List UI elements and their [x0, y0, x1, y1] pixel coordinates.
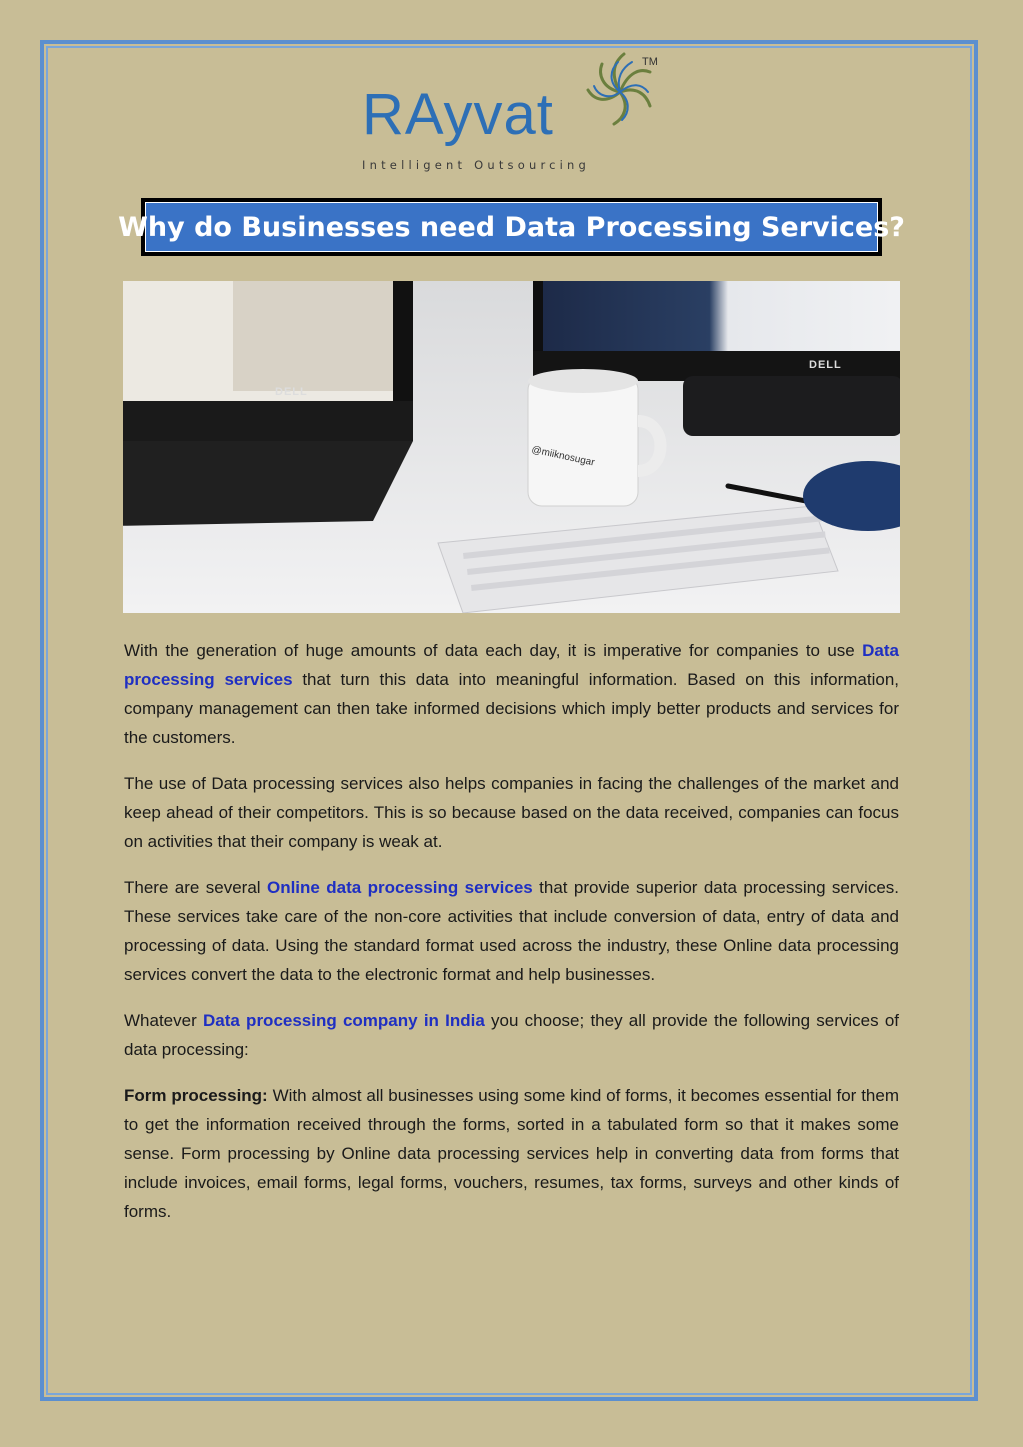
paragraph: There are several Online data processing services that provide superior data processing services. These services take care of the non-core activities that include conversion of data, entry of data and processing of data. Using the standard format used across the industry, these Online data processing services convert the data to the electronic format and help businesses.: [124, 878, 899, 984]
paragraph: Whatever Data processing company in India you choose; they all provide the following services of data processing:: [124, 1011, 899, 1059]
online-data-processing-services-link[interactable]: Online data processing services: [266, 878, 533, 897]
form-processing-label: Form processing:: [124, 1086, 268, 1105]
article-body: [124, 636, 899, 1243]
monitor-brand-left: DELL: [275, 386, 308, 398]
paragraph: With the generation of huge amounts of data each day, it is imperative for companies to use Data processing services that turn this data into meaningful information. Based on this information, company management can then take informed decisions which imply better products and services for the customers.: [124, 641, 899, 747]
rayvat-logo: [358, 50, 668, 180]
trademark-mark: TM: [642, 56, 658, 68]
paragraph: Form processing: With almost all businesses using some kind of forms, it becomes essential for them to get the information received through the forms, sorted in a tabulated form so that it makes some sense. Form processing by Online data processing services help in converting data from forms that include invoices, email forms, legal forms, vouchers, resumes, tax forms, surveys and other kinds of forms.: [124, 1086, 899, 1221]
page-title: Why do Businesses need Data Processing Services?: [118, 211, 905, 243]
desk-photo: [123, 281, 900, 613]
title-banner: [118, 198, 905, 256]
monitor-brand-right: DELL: [809, 359, 842, 371]
mug-label: @miiknosugar: [530, 444, 596, 469]
logo-wordmark: RAyvat: [362, 82, 554, 147]
data-processing-services-link[interactable]: Data processing services: [124, 641, 899, 689]
paragraph: The use of Data processing services also helps companies in facing the challenges of the market and keep ahead of their competitors. This is so because based on the data received, companies can focus on activities that their company is weak at.: [124, 774, 899, 851]
data-processing-company-india-link[interactable]: Data processing company in India: [202, 1011, 485, 1030]
logo-tagline: Intelligent Outsourcing: [362, 158, 591, 172]
